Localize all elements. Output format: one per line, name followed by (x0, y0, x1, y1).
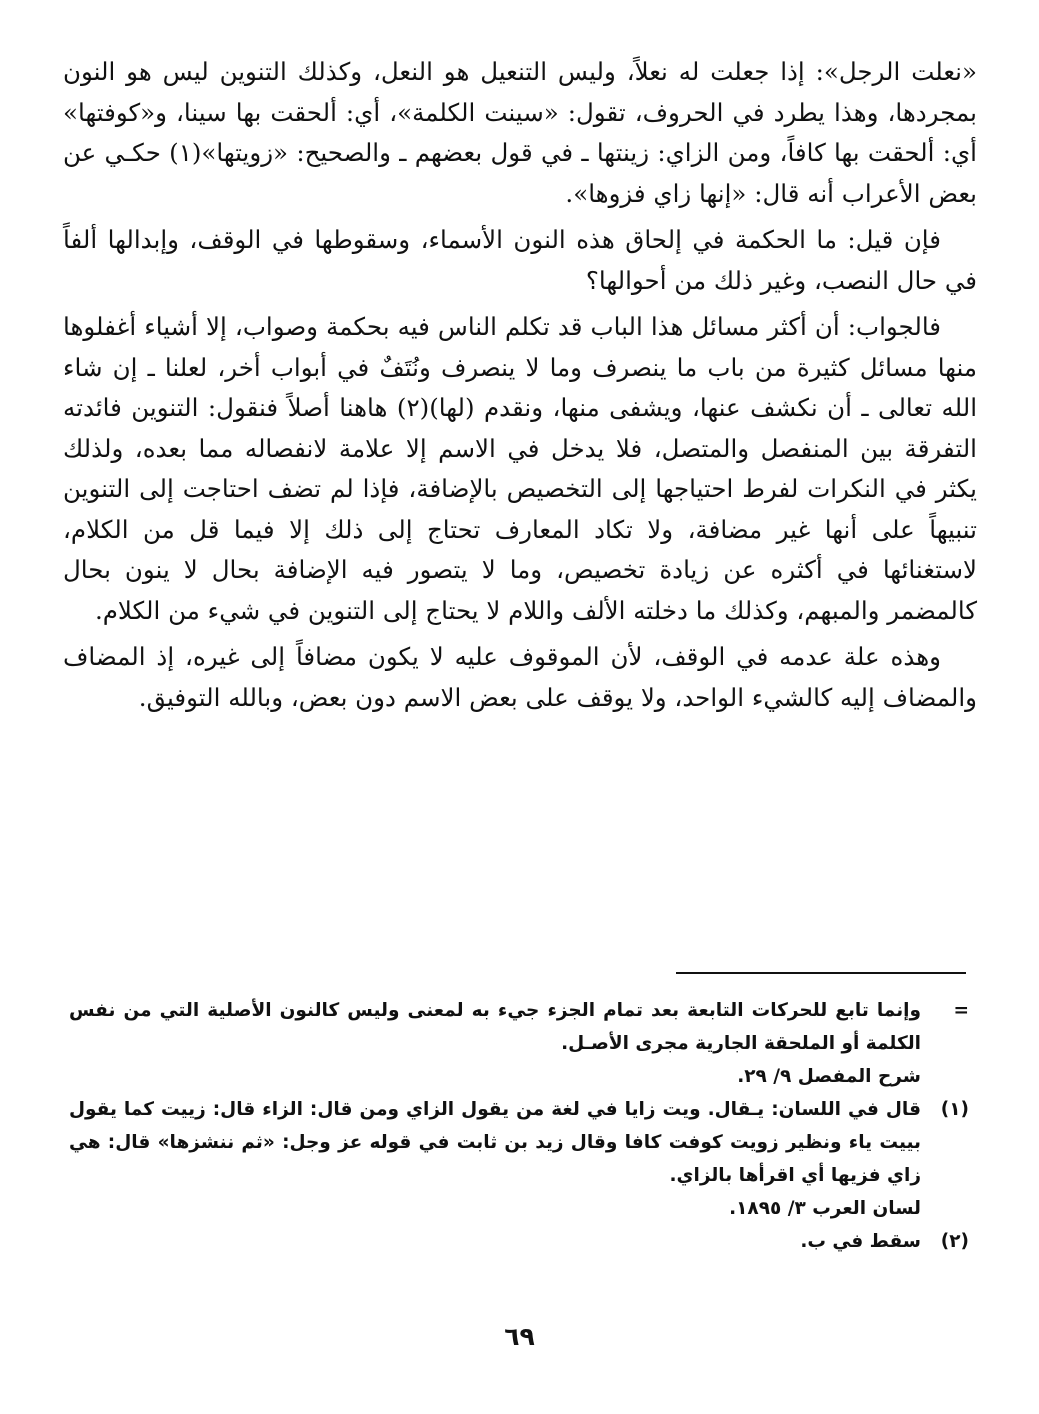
continuation-text: وإنما تابع للحركات التابعة بعد تمام الجزء جيء به لمعنى وليس كالنون الأصلية التي من نفس الكلمة أو الملحقة الجارية مجرى الأصـل. (69, 1000, 921, 1054)
footnotes (69, 994, 969, 1258)
footnote-1-marker: (١) (940, 1099, 969, 1120)
footnote-continuation (69, 994, 969, 1060)
paragraph-4: وهذه علة عدمه في الوقف، لأن الموقوف عليه لا يكون مضافاً إلى غيره، إذ المضاف والمضاف إليه كالشيء الواحد، ولا يوقف على بعض الاسم دون بعض، وبالله التوفيق. (63, 642, 977, 712)
footnote-1 (69, 1093, 969, 1192)
paragraph-2: فإن قيل: ما الحكمة في إلحاق هذه النون الأسماء، وسقوطها في الوقف، وإبدالها ألفاً في حال النصب، وغير ذلك من أحوالها؟ (63, 225, 977, 295)
footnote-2-text: سقط في ب. (800, 1231, 921, 1252)
main-text (63, 52, 977, 724)
continuation-marker: = (953, 1000, 969, 1021)
page-number: ٦٩ (504, 1322, 535, 1351)
paragraph-1: «نعلت الرجل»: إذا جعلت له نعلاً، وليس التنعيل هو النعل، وكذلك التنوين ليس هو النون بمجردها، وهذا يطرد في الحروف، تقول: «سينت الكلمة»، أي: ألحقت بها سينا، و«كوفتها» أي: ألحقت بها كافاً، ومن الزاي: زينتها ـ في قول بعضهم ـ والصحيح: «زويتها»(١) حكـي عن بعض الأعراب أنه قال: «إنها زاي فزوها». (63, 57, 977, 208)
footnote-separator (676, 972, 966, 974)
footnote-2 (69, 1225, 969, 1258)
paragraph-3: فالجواب: أن أكثر مسائل هذا الباب قد تكلم الناس فيه بحكمة وصواب، إلا أشياء أغفلوها منها مسائل كثيرة من باب ما ينصرف وما لا ينصرف ونُتَفٌ في أبواب أخر، لعلنا ـ إن شاء الله تعالى ـ أن نكشف عنها، ويشفى منها، ونقدم (لها)(٢) هاهنا أصلاً فنقول: التنوين فائدته التفرقة بين المنفصل والمتصل، فلا يدخل في الاسم إلا علامة لانفصاله مما بعده، ولذلك يكثر في النكرات لفرط احتياجها إلى التخصيص بالإضافة، فإذا لم تضف احتاجت إلى التنوين تنبيهاً على أنها غير مضافة، ولا تكاد المعارف تحتاج إلى ذلك إلا فيما قل من الكلام، لاستغنائها في أكثره عن زيادة تخصيص، وما لا يتصور فيه الإضافة بحال لا ينون بحال كالمضمر والمبهم، وكذلك ما دخلته الألف واللام لا يحتاج إلى التنوين في شيء من الكلام. (63, 312, 977, 625)
footnote-1-text: قال في اللسان: يـقال. ويت زايا في لغة من يقول الزاي ومن قال: الزاء قال: زييت كما يقول بييت ياء ونظير زويت كوفت كافا وقال زيد بن ثابت في قوله عز وجل: «ثم ننشزها» قال: هي زاي فزيها أي اقرأها بالزاي. (69, 1099, 921, 1186)
footnote-2-marker: (٢) (940, 1231, 969, 1252)
continuation-source: شرح المفصل ٩/ ٢٩. (737, 1066, 921, 1087)
footnote-1-source: لسان العرب ٣/ ١٨٩٥. (729, 1198, 921, 1219)
